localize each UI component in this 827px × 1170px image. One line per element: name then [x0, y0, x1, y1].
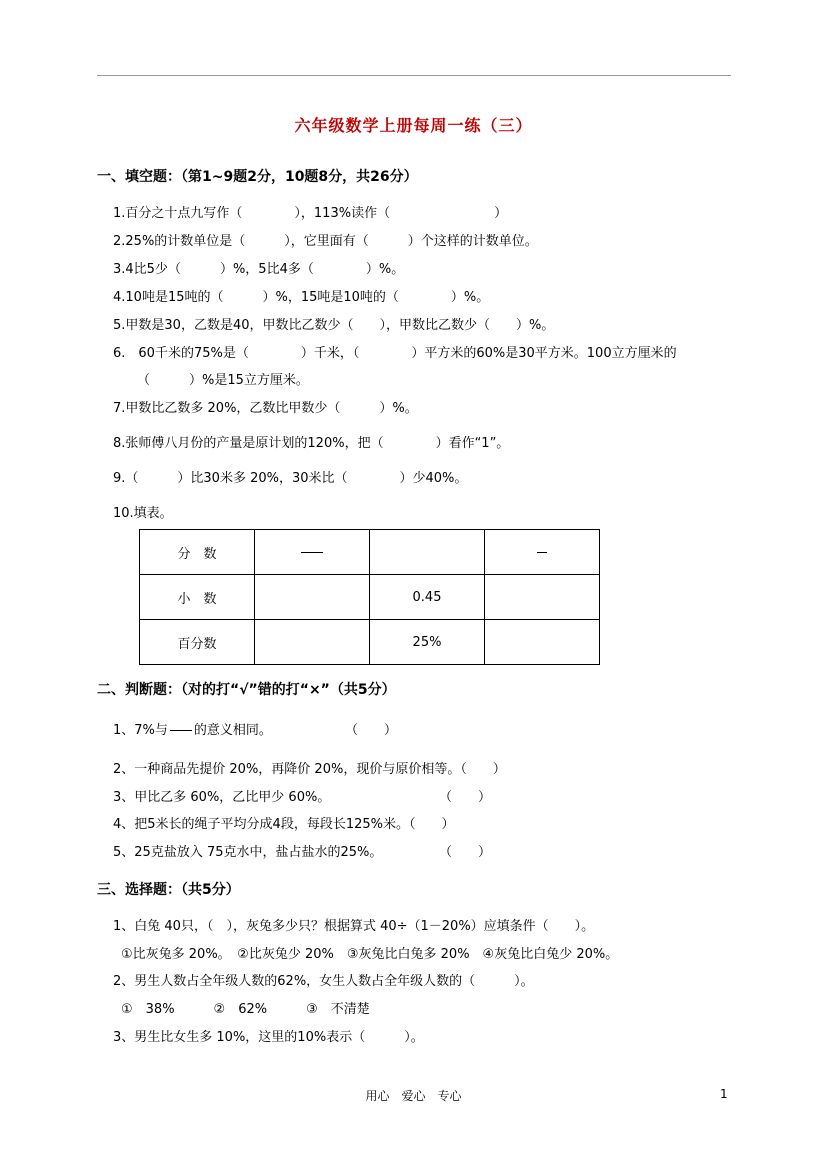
question-2-4: 4、把5米长的绳子平均分成4段，每段长125%米。（ ） — [113, 817, 455, 832]
section1-heading: 一、填空题：（第1~9题2分，10题8分，共26分） — [97, 169, 418, 185]
question-2-1 — [113, 719, 272, 738]
question-1-5: 5.甲数是30，乙数是40，甲数比乙数少（ ），甲数比乙数少（ ）%。 — [113, 318, 555, 333]
question-2-1-end: 的意义相同。 — [193, 723, 272, 738]
question-1-2: 2.25%的计数单位是（ ），它里面有（ ）个这样的计数单位。 — [113, 234, 538, 249]
answer-bracket: （ ） — [345, 723, 398, 738]
fill-table — [139, 529, 600, 665]
section3-heading: 三、选择题：（共5分） — [97, 882, 240, 898]
decimal-cell-empty — [255, 575, 370, 620]
question-1-6a: 6. 60千米的75%是（ ）千米，（ ）平方米的60%是30平方米。100立方厘米的 — [113, 346, 677, 361]
header-rule — [97, 75, 731, 76]
fraction-bar — [537, 552, 547, 553]
question-2-5: 5、25克盐放入 75克水中，盐占盐水的25%。 — [113, 845, 383, 860]
fraction-cell — [485, 530, 600, 575]
page-title: 六年级数学上册每周一练（三） — [294, 116, 533, 135]
question-2-2: 2、一种商品先提价 20%，再降价 20%，现价与原价相等。（ ） — [113, 762, 506, 777]
question-1-9: 9.（ ）比30米多 20%，30米比（ ）少40%。 — [113, 471, 468, 486]
answer-bracket: （ ） — [439, 790, 492, 805]
question-3-1: 1、白兔 40只，（ ），灰兔多少只？根据算式 40÷（1－20%）应填条件（ ）。 — [113, 919, 595, 934]
percent-cell-empty — [485, 620, 600, 665]
fraction-bar — [170, 730, 192, 731]
question-1-4: 4.10吨是15吨的（ ）%，15吨是10吨的（ ）%。 — [113, 290, 490, 305]
question-3-2: 2、男生人数占全年级人数的62%，女生人数占全年级人数的（ ）。 — [113, 974, 534, 989]
table-row — [140, 530, 600, 575]
row-label-decimal: 小 数 — [140, 575, 255, 620]
page-footer: 用心 爱心 专心 — [365, 1089, 462, 1103]
fraction-bar — [301, 552, 323, 553]
row-label-percent: 百分数 — [140, 620, 255, 665]
answer-bracket: （ ） — [439, 845, 492, 860]
question-2-3: 3、甲比乙多 60%，乙比甲少 60%。 — [113, 790, 331, 805]
question-3-1-options: ①比灰兔多 20%。 ②比灰兔少 20% ③灰兔比白兔多 20% ④灰兔比白兔少 20%。 — [121, 947, 619, 962]
question-3-2-options: ① 38% ② 62% ③ 不清楚 — [121, 1002, 370, 1017]
table-row — [140, 620, 600, 665]
question-3-3: 3、男生比女生多 10%，这里的10%表示（ ）。 — [113, 1030, 424, 1045]
table-row — [140, 575, 600, 620]
page-number: 1 — [720, 1087, 728, 1101]
fraction-cell — [255, 530, 370, 575]
question-2-1-start: 1、7%与 — [113, 723, 168, 738]
question-1-10: 10.填表。 — [113, 506, 173, 521]
question-1-8: 8.张师傅八月份的产量是原计划的120%，把（ ）看作“1”。 — [113, 436, 510, 451]
percent-cell-empty — [255, 620, 370, 665]
row-label-fraction: 分 数 — [140, 530, 255, 575]
question-1-6b: （ ）%是15立方厘米。 — [137, 373, 309, 388]
decimal-cell-empty — [485, 575, 600, 620]
decimal-cell: 0.45 — [370, 575, 485, 620]
question-1-1: 1.百分之十点九写作（ ），113%读作（ ） — [113, 206, 508, 221]
percent-cell: 25% — [370, 620, 485, 665]
fraction-cell-empty — [370, 530, 485, 575]
question-1-7: 7.甲数比乙数多 20%，乙数比甲数少（ ）%。 — [113, 401, 418, 416]
question-1-3: 3.4比5少（ ）%，5比4多（ ）%。 — [113, 262, 405, 277]
section2-heading: 二、判断题：（对的打“√”错的打“×”（共5分） — [97, 682, 396, 698]
